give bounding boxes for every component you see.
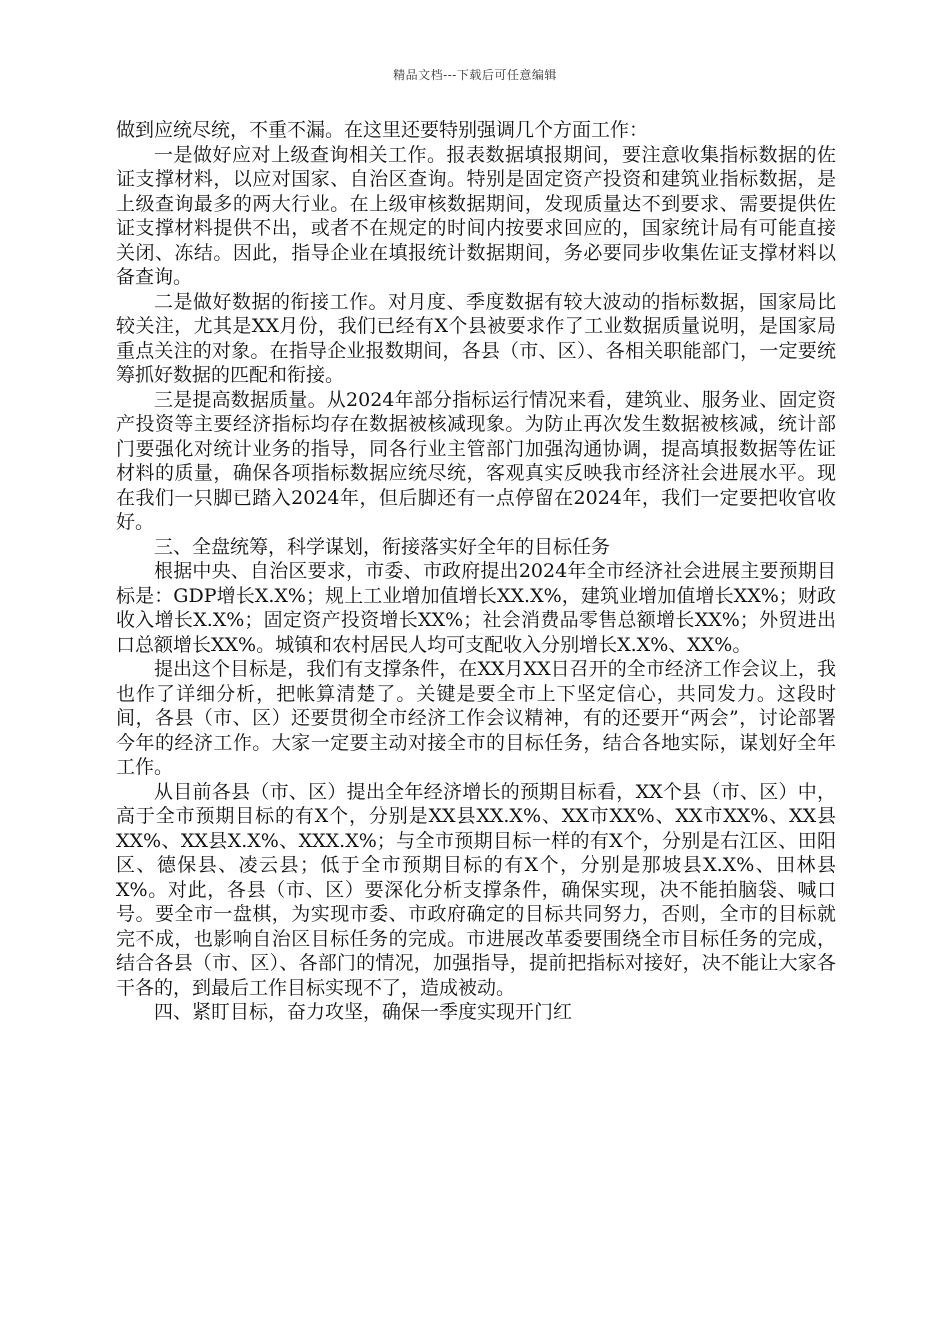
page-header: 精品文档---下载后可任意编辑 xyxy=(393,68,557,82)
document-body xyxy=(116,118,836,1025)
paragraph-data-linking: 二是做好数据的衔接工作。对月度、季度数据有较大波动的指标数据，国家局比较关注，尤其是XX月份，我们已经有X个县被要求作了工业数据质量说明，是国家局重点关注的对象。在指导企业报数期间，各县（市、区）、各相关职能部门，一定要统筹抓好数据的匹配和衔接。 xyxy=(116,290,836,386)
paragraph-county-targets: 从目前各县（市、区）提出全年经济增长的预期目标看，XX个县（市、区）中，高于全市预期目标的有X个，分别是XX县XX.X%、XX市XX%、XX市XX%、XX县XX%、XX县X.X%、XXX.X%；与全市预期目标一样的有X个，分别是右江区、田阳区、德保县、凌云县；低于全市预期目标的有X个，分别是那坡县X.X%、田林县X%。对此，各县（市、区）要深化分析支撑条件，确保实现，决不能拍脑袋、喊口号。要全市一盘棋，为实现市委、市政府确定的目标共同努力，否则，全市的目标就完不成，也影响自治区目标任务的完成。市进展改革委要围绕全市目标任务的完成，结合各县（市、区）、各部门的情况，加强指导，提前把指标对接好，决不能让大家各干各的，到最后工作目标实现不了，造成被动。 xyxy=(116,780,836,999)
section-heading-3: 三、全盘统筹，科学谋划，衔接落实好全年的目标任务 xyxy=(154,535,611,558)
paragraph-query-work: 一是做好应对上级查询相关工作。报表数据填报期间，要注意收集指标数据的佐证支撑材料，以应对国家、自治区查询。特别是固定资产投资和建筑业指标数据，是上级查询最多的两大行业。在上级审核数据期间，发现质量达不到要求、需要提供佐证支撑材料提供不出，或者不在规定的时间内按要求回应的，国家统计局有可能直接关闭、冻结。因此，指导企业在填报统计数据期间，务必要同步收集佐证支撑材料以备查询。 xyxy=(116,143,836,288)
paragraph-data-quality: 三是提高数据质量。从2024年部分指标运行情况来看，建筑业、服务业、固定资产投资等主要经济指标均存在数据被核减现象。为防止再次发生数据被核减，统计部门要强化对统计业务的指导，同各行业主管部门加强沟通协调，提高填报数据等佐证材料的质量，确保各项指标数据应统尽统，客观真实反映我市经济社会进展水平。现在我们一只脚已踏入2024年，但后脚还有一点停留在2024年，我们一定要把收官收好。 xyxy=(116,388,836,533)
paragraph-support-conditions: 提出这个目标是，我们有支撑条件，在XX月XX日召开的全市经济工作会议上，我也作了详细分析，把帐算清楚了。关键是要全市上下坚定信心，共同发力。这段时间，各县（市、区）还要贯彻全市经济工作会议精神，有的还要开“两会”，讨论部署今年的经济工作。大家一定要主动对接全市的目标任务，结合各地实际，谋划好全年工作。 xyxy=(116,658,836,778)
paragraph-continuation: 做到应统尽统，不重不漏。在这里还要特别强调几个方面工作： xyxy=(116,119,649,141)
section-heading-4: 四、紧盯目标，奋力攻坚，确保一季度实现开门红 xyxy=(154,1001,573,1023)
paragraph-targets: 根据中央、自治区要求，市委、市政府提出2024年全市经济社会进展主要预期目标是：GDP增长X.X%；规上工业增加值增长XX.X%，建筑业增加值增长XX%；财政收入增长X.X%；固定资产投资增长XX%；社会消费品零售总额增长XX%；外贸进出口总额增长XX%。城镇和农村居民人均可支配收入分别增长X.X%、XX%。 xyxy=(116,560,836,656)
